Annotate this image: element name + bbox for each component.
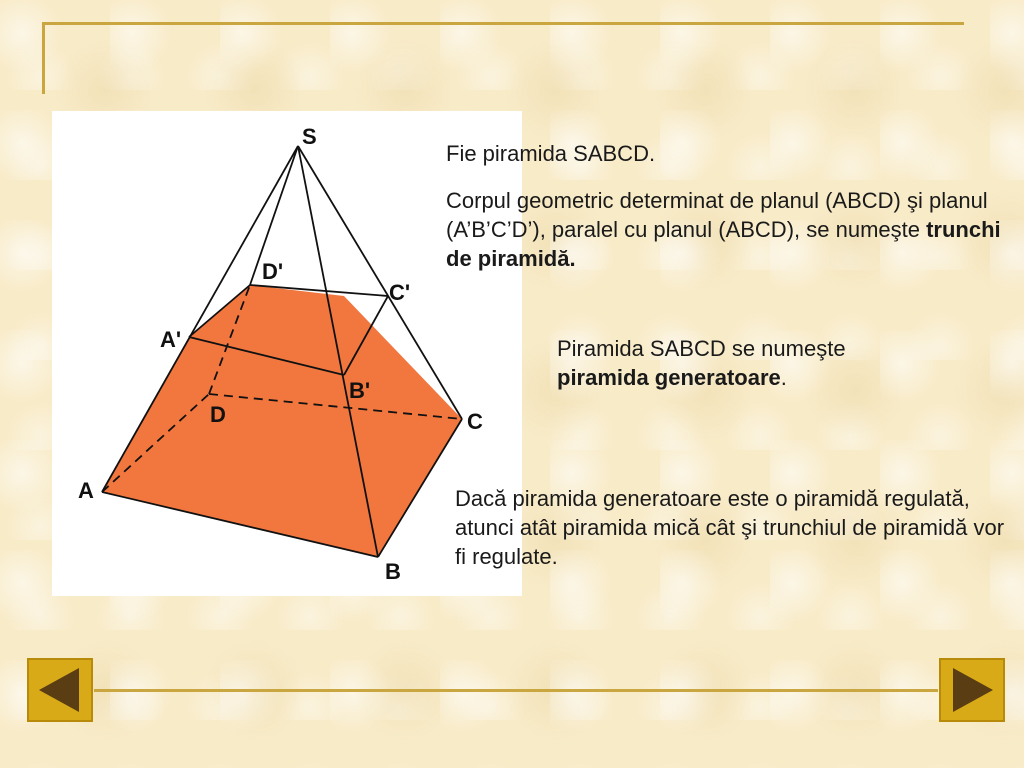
vertex-label-A: A (78, 478, 94, 503)
vertex-label-A1: A' (160, 327, 182, 352)
definition-paragraph (446, 186, 1016, 273)
intro-text: Fie piramida SABCD. (446, 141, 656, 166)
vertex-label-C1: C' (389, 280, 411, 305)
generator-end: . (780, 365, 787, 390)
frustum-left-face (102, 285, 462, 557)
vertex-label-C: C (467, 409, 483, 434)
triangle-right-icon (941, 660, 1003, 720)
vertex-label-B1: B' (349, 378, 371, 403)
vertex-label-D1: D' (262, 259, 284, 284)
frame-left-line (42, 22, 45, 94)
vertex-label-D: D (210, 402, 226, 427)
previous-slide-button[interactable] (27, 658, 93, 722)
generator-text: Piramida SABCD se numeşte (557, 336, 846, 361)
definition-text: Corpul geometric determinat de planul (ABCD) şi planul (A’B’C’D’), paralel cu planul (ABCD), se numeşte (446, 188, 988, 242)
regular-paragraph: Dacă piramida generatoare este o piramidă regulată, atunci atât piramida mică cât şi trunchiul de piramidă vor fi regulate. (455, 486, 1005, 569)
pyramid-svg (52, 111, 522, 596)
pyramid-figure (52, 111, 522, 596)
generator-paragraph (557, 334, 977, 392)
vertex-label-B: B (385, 559, 401, 584)
vertex-label-S: S (302, 124, 317, 149)
nav-line (94, 689, 938, 692)
next-slide-button[interactable] (939, 658, 1005, 722)
frame-top-line (42, 22, 964, 25)
triangle-left-icon (29, 660, 91, 720)
generator-term: piramida generatoare (557, 365, 781, 390)
definition-term: trunchi de piramidă. (446, 217, 1001, 271)
